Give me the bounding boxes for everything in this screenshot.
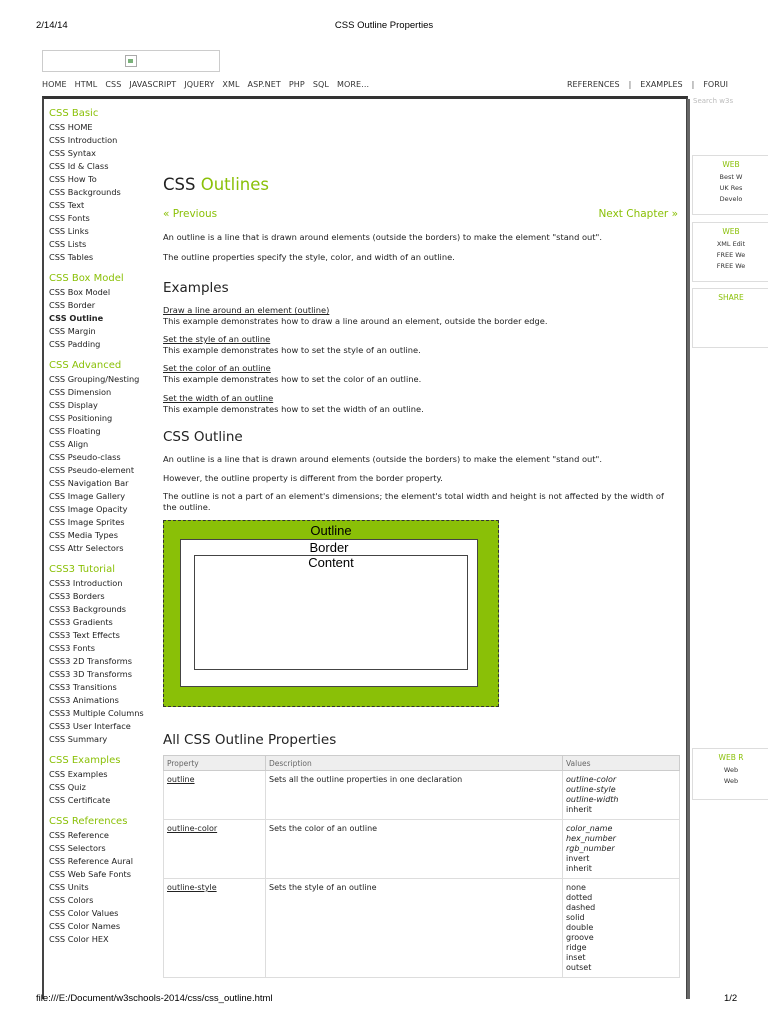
nav-link[interactable]: MORE...	[336, 80, 370, 89]
sidebar-item[interactable]: CSS Image Gallery	[49, 491, 126, 501]
nav-link[interactable]: XML	[222, 80, 240, 89]
property-value: hex_number	[566, 834, 616, 843]
diagram-content-label: Content	[308, 555, 354, 570]
sidebar-item[interactable]: CSS Box Model	[49, 287, 111, 297]
ad-heading: WEB R	[718, 753, 744, 762]
sidebar-item[interactable]: CSS3 Gradients	[49, 617, 113, 627]
ad-box-web-2	[692, 222, 768, 282]
nav-link[interactable]: FORUI	[703, 80, 728, 89]
property-link[interactable]: outline-style	[164, 879, 266, 978]
property-description: Sets the style of an outline	[266, 879, 563, 978]
property-value: double	[566, 923, 594, 932]
sidebar-group	[49, 360, 154, 555]
example-description: This example demonstrates how to set the style of an outline.	[163, 345, 421, 355]
top-nav-right	[567, 80, 728, 89]
ad-heading: WEB	[722, 160, 740, 169]
nav-link[interactable]: EXAMPLES	[640, 80, 683, 89]
property-value: inherit	[566, 805, 592, 814]
diagram-outline-label: Outline	[310, 523, 352, 538]
ad-link[interactable]: FREE We	[716, 251, 746, 259]
next-chapter-link[interactable]: Next Chapter »	[598, 208, 678, 220]
nav-link[interactable]: JAVASCRIPT	[129, 80, 177, 89]
table-row	[164, 820, 680, 879]
sidebar-item[interactable]: CSS3 Animations	[49, 695, 119, 705]
search-input[interactable]: Search w3s	[693, 97, 734, 105]
property-value: dashed	[566, 903, 596, 912]
intro-paragraph: An outline is a line that is drawn around elements (outside the borders) to make the element "stand out".	[163, 232, 603, 242]
sidebar-heading: CSS Examples	[49, 755, 121, 766]
sidebar-item[interactable]: CSS Color HEX	[49, 934, 109, 944]
sidebar-item[interactable]: CSS Text	[49, 200, 85, 210]
sidebar-item[interactable]: CSS Summary	[49, 734, 108, 744]
sidebar-item[interactable]: CSS Certificate	[49, 795, 111, 805]
sidebar-item[interactable]: CSS Examples	[49, 769, 108, 779]
sidebar-item[interactable]: CSS Border	[49, 300, 96, 310]
sidebar-item[interactable]: CSS How To	[49, 174, 97, 184]
intro-paragraph: The outline properties specify the style, color, and width of an outline.	[163, 252, 455, 262]
column-header: Description	[266, 756, 563, 771]
sidebar-heading: CSS References	[49, 816, 128, 827]
sidebar-item[interactable]: CSS Image Opacity	[49, 504, 128, 514]
examples-heading: Examples	[163, 280, 229, 296]
sidebar-item[interactable]: CSS Floating	[49, 426, 101, 436]
sidebar-item[interactable]: CSS3 2D Transforms	[49, 656, 133, 666]
table-row	[164, 879, 680, 978]
sidebar-heading: CSS Box Model	[49, 273, 124, 284]
sidebar-item[interactable]: CSS3 Borders	[49, 591, 105, 601]
example-link[interactable]: Set the color of an outline	[163, 363, 271, 373]
sidebar-item[interactable]: CSS Color Names	[49, 921, 121, 931]
property-value: color_name	[566, 824, 613, 833]
sidebar-item[interactable]: CSS3 Text Effects	[49, 630, 120, 640]
column-header: Values	[563, 756, 680, 771]
ad-link[interactable]: Web	[723, 777, 739, 785]
ad-link[interactable]: Best W	[719, 173, 743, 181]
print-path: file:///E:/Document/w3schools-2014/css/css_outline.html	[36, 993, 273, 1004]
sidebar-item[interactable]: CSS3 User Interface	[49, 721, 131, 731]
nav-link[interactable]: REFERENCES	[567, 80, 620, 89]
ad-link[interactable]: FREE We	[716, 262, 746, 270]
property-description: Sets all the outline properties in one declaration	[266, 771, 563, 820]
example-link[interactable]: Set the style of an outline	[163, 334, 271, 344]
property-value: outline-color	[566, 775, 617, 784]
sidebar-heading: CSS3 Tutorial	[49, 564, 115, 575]
sidebar-item[interactable]: CSS Pseudo-element	[49, 465, 135, 475]
sidebar-group	[49, 273, 154, 351]
top-nav	[42, 80, 377, 89]
nav-separator: |	[691, 80, 695, 89]
ad-link[interactable]: XML Edit	[716, 240, 746, 248]
sidebar-heading: CSS Advanced	[49, 360, 122, 371]
sidebar-heading: CSS Basic	[49, 108, 99, 119]
previous-link[interactable]: « Previous	[163, 208, 218, 220]
sidebar-item[interactable]: CSS3 3D Transforms	[49, 669, 133, 679]
property-value: solid	[566, 913, 585, 922]
sidebar-item[interactable]: CSS Reference	[49, 830, 109, 840]
table-header-row	[164, 756, 680, 771]
sidebar-item[interactable]: CSS Dimension	[49, 387, 112, 397]
property-value: rgb_number	[566, 844, 615, 853]
sidebar-item[interactable]: CSS3 Fonts	[49, 643, 96, 653]
sidebar-item[interactable]: CSS Lists	[49, 239, 87, 249]
ad-box-web-3	[692, 748, 768, 800]
properties-table	[163, 755, 680, 978]
sidebar-item[interactable]: CSS Id & Class	[49, 161, 109, 171]
property-value: outline-width	[566, 795, 619, 804]
sidebar-item[interactable]: CSS Selectors	[49, 843, 106, 853]
nav-link[interactable]: PHP	[288, 80, 305, 89]
diagram-border-box	[180, 539, 478, 687]
example-description: This example demonstrates how to set the width of an outline.	[163, 404, 424, 414]
ad-link[interactable]: UK Res	[719, 184, 743, 192]
property-value: outline-style	[566, 785, 616, 794]
sidebar-group	[49, 755, 154, 807]
sidebar-item[interactable]: CSS Colors	[49, 895, 94, 905]
print-title: CSS Outline Properties	[334, 20, 434, 31]
ad-link[interactable]: Develo	[719, 195, 743, 203]
nav-link[interactable]: HTML	[74, 80, 98, 89]
property-values	[563, 879, 680, 978]
sidebar-item[interactable]: CSS Links	[49, 226, 89, 236]
sidebar-item[interactable]: CSS Backgrounds	[49, 187, 121, 197]
ad-box-web	[692, 155, 768, 215]
property-value: none	[566, 883, 586, 892]
nav-link[interactable]: CSS	[105, 80, 122, 89]
sidebar-item[interactable]: CSS Image Sprites	[49, 517, 125, 527]
sidebar-group	[49, 108, 154, 264]
property-values	[563, 771, 680, 820]
broken-image-icon	[125, 55, 137, 67]
sidebar-group	[49, 564, 154, 746]
property-description: Sets the color of an outline	[266, 820, 563, 879]
property-value: ridge	[566, 943, 587, 952]
print-date: 2/14/14	[36, 20, 68, 31]
property-value: outset	[566, 963, 592, 972]
outline-diagram	[163, 520, 499, 707]
property-value: invert	[566, 854, 590, 863]
sidebar-item[interactable]: CSS Outline	[49, 313, 104, 323]
sidebar-item[interactable]: CSS3 Introduction	[49, 578, 123, 588]
sidebar-item[interactable]: CSS Units	[49, 882, 89, 892]
ad-link[interactable]: Web	[723, 766, 739, 774]
sidebar-item[interactable]: CSS Media Types	[49, 530, 118, 540]
sidebar-item[interactable]: CSS3 Backgrounds	[49, 604, 127, 614]
sidebar-group	[49, 816, 154, 946]
example-description: This example demonstrates how to set the color of an outline.	[163, 374, 422, 384]
nav-link[interactable]: ASP.NET	[247, 80, 281, 89]
sidebar-item[interactable]: CSS Fonts	[49, 213, 90, 223]
column-header: Property	[164, 756, 266, 771]
share-heading[interactable]: SHARE	[718, 293, 744, 302]
property-values	[563, 820, 680, 879]
sidebar-item[interactable]: CSS Reference Aural	[49, 856, 133, 866]
share-box	[692, 288, 768, 348]
sidebar-item[interactable]: CSS Introduction	[49, 135, 118, 145]
nav-link[interactable]: JQUERY	[184, 80, 215, 89]
sidebar	[49, 108, 154, 955]
print-page-number: 1/2	[724, 993, 738, 1004]
outline-paragraph: An outline is a line that is drawn around elements (outside the borders) to make the element "stand out".	[163, 454, 603, 464]
diagram-border-label: Border	[309, 540, 349, 555]
ad-heading: WEB	[722, 227, 740, 236]
site-logo[interactable]	[42, 50, 220, 72]
table-row	[164, 771, 680, 820]
table-heading: All CSS Outline Properties	[163, 732, 337, 748]
diagram-content-box	[194, 555, 468, 670]
nav-separator: |	[628, 80, 632, 89]
property-value: inset	[566, 953, 586, 962]
sidebar-item[interactable]: CSS Display	[49, 400, 98, 410]
outline-paragraph: However, the outline property is different from the border property.	[163, 473, 443, 483]
property-link[interactable]: outline-color	[164, 820, 266, 879]
sidebar-item[interactable]: CSS Padding	[49, 339, 101, 349]
page-title: CSS Outlines	[163, 175, 270, 194]
outline-paragraph: The outline is not a part of an element's dimensions; the element's total width and height is not affected by the width of the outline.	[163, 491, 664, 512]
property-value: groove	[566, 933, 594, 942]
sidebar-item[interactable]: CSS HOME	[49, 122, 93, 132]
nav-link[interactable]: HOME	[42, 80, 67, 89]
example-description: This example demonstrates how to draw a line around an element, outside the border edge.	[163, 316, 548, 326]
sidebar-item[interactable]: CSS Navigation Bar	[49, 478, 129, 488]
sidebar-item[interactable]: CSS Web Safe Fonts	[49, 869, 131, 879]
sidebar-item[interactable]: CSS Grouping/Nesting	[49, 374, 140, 384]
sidebar-item[interactable]: CSS Tables	[49, 252, 94, 262]
sidebar-item[interactable]: CSS Align	[49, 439, 89, 449]
sidebar-item[interactable]: CSS Pseudo-class	[49, 452, 121, 462]
sidebar-item[interactable]: CSS Attr Selectors	[49, 543, 124, 553]
example-link[interactable]: Draw a line around an element (outline)	[163, 305, 330, 315]
property-value: dotted	[566, 893, 593, 902]
sidebar-item[interactable]: CSS Color Values	[49, 908, 119, 918]
sidebar-item[interactable]: CSS Quiz	[49, 782, 86, 792]
property-link[interactable]: outline	[164, 771, 266, 820]
sidebar-item[interactable]: CSS3 Transitions	[49, 682, 117, 692]
sidebar-item[interactable]: CSS Margin	[49, 326, 96, 336]
css-outline-heading: CSS Outline	[163, 429, 243, 445]
nav-link[interactable]: SQL	[312, 80, 329, 89]
sidebar-item[interactable]: CSS Positioning	[49, 413, 113, 423]
property-value: inherit	[566, 864, 592, 873]
sidebar-item[interactable]: CSS Syntax	[49, 148, 97, 158]
example-link[interactable]: Set the width of an outline	[163, 393, 274, 403]
sidebar-item[interactable]: CSS3 Multiple Columns	[49, 708, 144, 718]
